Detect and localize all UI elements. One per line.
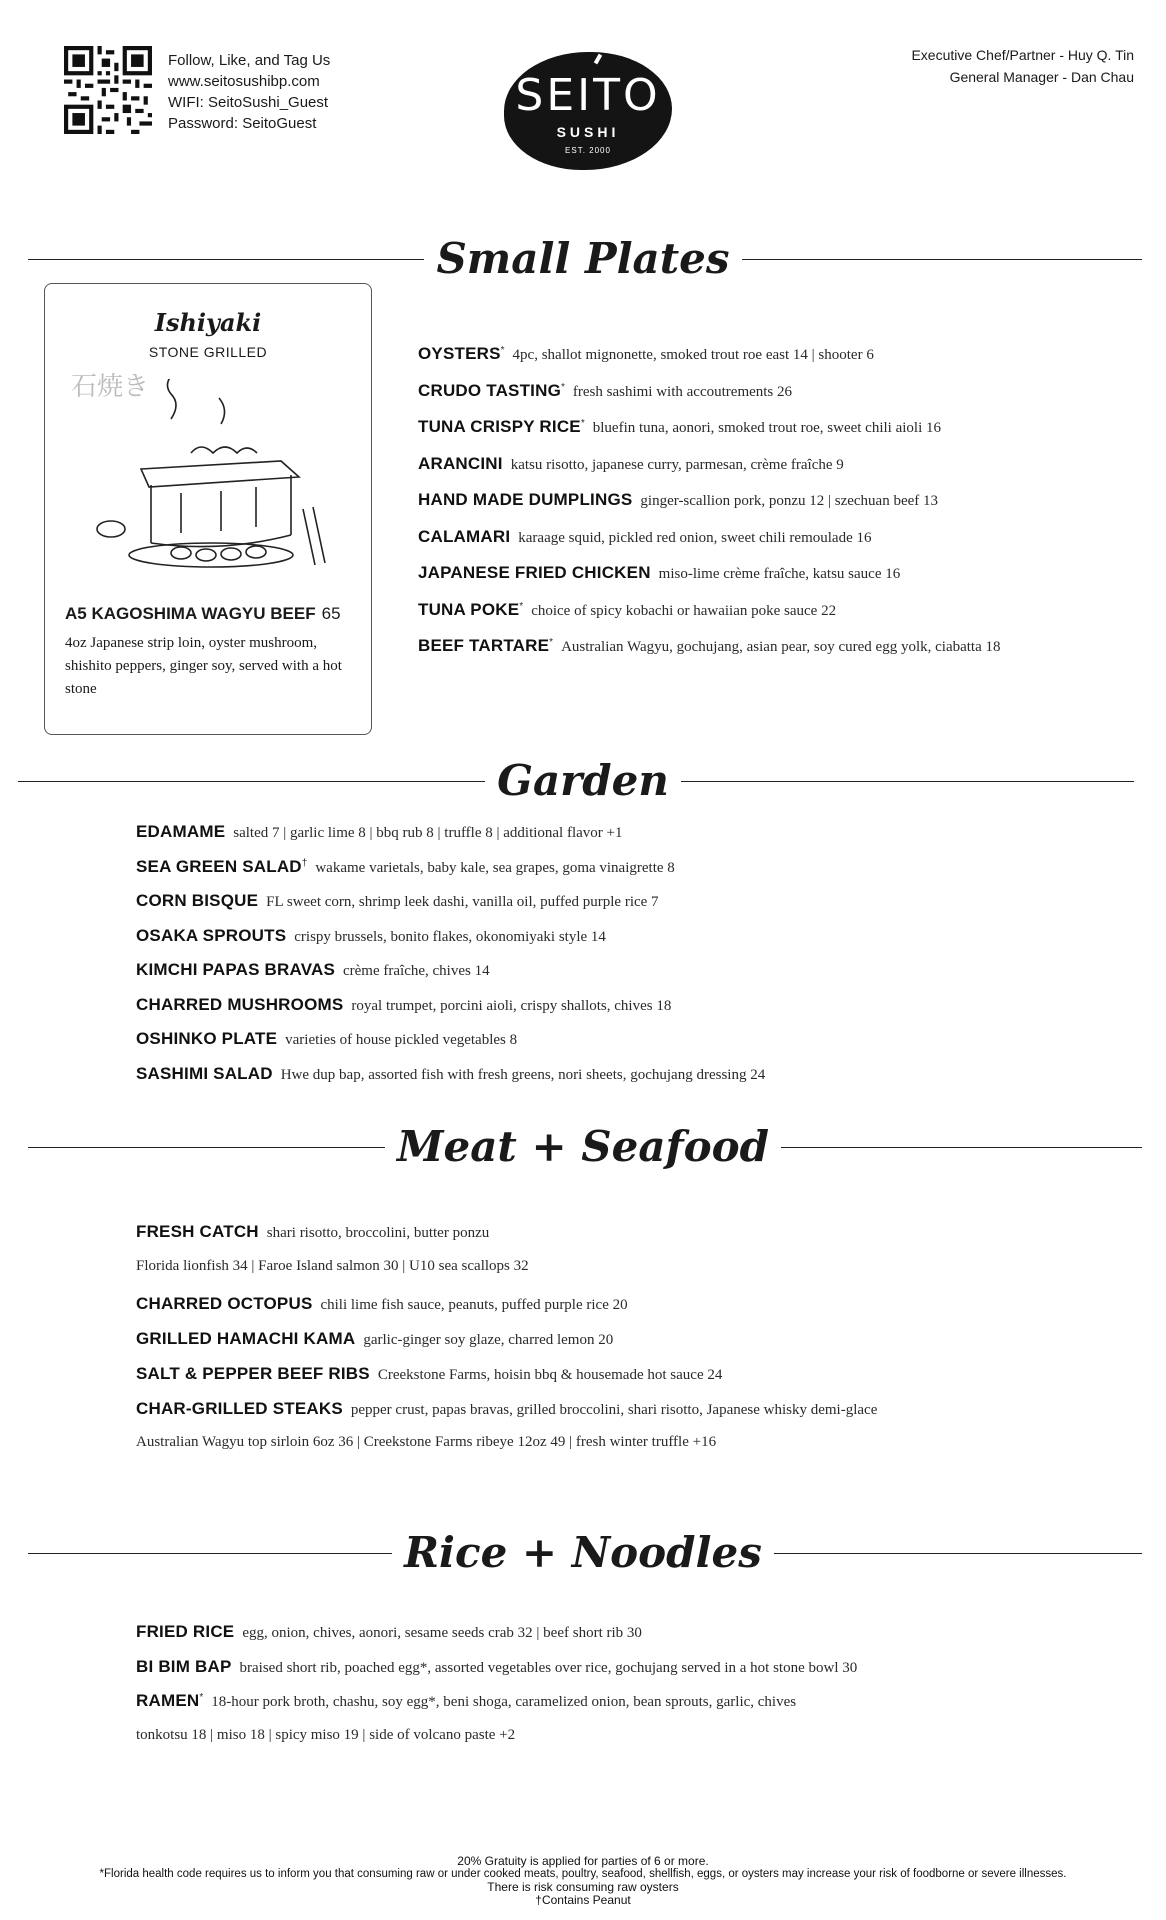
ishiyaki-card [44, 283, 372, 735]
peanut-note: †Contains Peanut [535, 1893, 631, 1907]
item-name: JAPANESE FRIED CHICKEN [418, 563, 651, 582]
qr-code [64, 46, 152, 134]
wifi-info: WIFI: SeitoSushi_Guest [168, 94, 329, 111]
item-name: OYSTERS [418, 344, 501, 363]
menu-item [418, 563, 900, 583]
menu-item [136, 1691, 796, 1711]
section-meat-seafood [0, 1122, 1166, 1172]
menu-item [136, 1622, 642, 1642]
item-description: FL sweet corn, shrimp leek dashi, vanilla oil, puffed purple rice 7 [266, 894, 659, 910]
logo-sub: SUSHI [556, 124, 620, 140]
item-description: Creekstone Farms, hoisin bbq & housemade hot sauce 24 [377, 1367, 723, 1383]
item-description: pepper crust, papas bravas, grilled broccolini, shari risotto, Japanese whisky demi-glace [350, 1402, 878, 1418]
section-garden [0, 756, 1166, 806]
item-mark: * [199, 1692, 204, 1703]
item-description: chili lime fish sauce, peanuts, puffed purple rice 20 [320, 1297, 628, 1313]
item-name: GRILLED HAMACHI KAMA [136, 1329, 356, 1348]
item-description: garlic-ginger soy glaze, charred lemon 20 [363, 1332, 614, 1348]
wagyu-description: 4oz Japanese strip loin, oyster mushroom, shishito peppers, ginger soy, served with a hot stone [65, 635, 342, 697]
menu-item [136, 891, 659, 911]
ishiyaki-title: Ishiyaki [154, 308, 262, 337]
item-name: FRESH CATCH [136, 1222, 259, 1241]
menu-item [136, 1329, 613, 1349]
item-description: fresh sashimi with accoutrements 26 [572, 383, 793, 400]
item-name: CHARRED OCTOPUS [136, 1294, 313, 1313]
section-title: Rice + Noodles [392, 1528, 774, 1577]
item-mark: * [561, 381, 565, 393]
menu-item [136, 1029, 517, 1049]
section-title: Garden [485, 756, 681, 805]
item-name: SEA GREEN SALAD [136, 856, 302, 876]
section-title: Meat + Seafood [385, 1122, 781, 1171]
item-name: EDAMAME [136, 822, 226, 841]
menu-item [418, 600, 836, 620]
item-description: wakame varietals, baby kale, sea grapes, goma vinaigrette 8 [315, 859, 675, 876]
steak-options: Australian Wagyu top sirloin 6oz 36 | Creekstone Farms ribeye 12oz 49 | fresh winter truffle +16 [136, 1434, 717, 1450]
wagyu-name: A5 KAGOSHIMA WAGYU BEEF [65, 604, 316, 623]
section-rice-noodles [0, 1528, 1166, 1578]
item-description: choice of spicy kobachi or hawaiian poke sauce 22 [531, 602, 837, 619]
follow-text: Follow, Like, and Tag Us [168, 52, 331, 69]
item-description: 18-hour pork broth, chashu, soy egg*, beni shoga, caramelized onion, bean sprouts, garlic, chives [211, 1694, 797, 1710]
item-name: OSAKA SPROUTS [136, 925, 287, 945]
item-description: katsu risotto, japanese curry, parmesan, crème fraîche 9 [510, 456, 844, 473]
item-name: KIMCHI PAPAS BRAVAS [136, 960, 335, 979]
menu-item [136, 1294, 628, 1314]
menu-item [418, 454, 844, 474]
item-name: SALT & PEPPER BEEF RIBS [136, 1364, 370, 1383]
item-description: ginger-scallion pork, ponzu 12 | szechuan beef 13 [640, 493, 939, 509]
item-mark: * [580, 418, 585, 429]
menu-item [136, 960, 490, 980]
menu-item [418, 417, 941, 437]
section-small-plates [0, 234, 1166, 284]
item-mark: * [549, 637, 554, 648]
item-name: CRUDO TASTING [418, 380, 561, 400]
menu-item [418, 490, 938, 510]
seito-logo [504, 52, 672, 170]
ishiyaki-subtitle: STONE GRILLED [148, 344, 268, 360]
item-name: FRIED RICE [136, 1622, 235, 1641]
wagyu-price: 65 [321, 604, 341, 623]
item-name: BI BIM BAP [136, 1656, 232, 1676]
item-mark: * [500, 345, 505, 356]
wagyu-item [65, 604, 341, 624]
item-description: Hwe dup bap, assorted fish with fresh greens, nori sheets, gochujang dressing 24 [280, 1066, 766, 1083]
menu-item [136, 926, 606, 946]
wifi-password: Password: SeitoGuest [168, 115, 317, 132]
menu-item [136, 1399, 877, 1419]
menu-item [418, 636, 1001, 656]
item-description: salted 7 | garlic lime 8 | bbq rub 8 | truffle 8 | additional flavor +1 [233, 825, 623, 841]
item-description: shari risotto, broccolini, butter ponzu [266, 1225, 490, 1241]
item-description: braised short rib, poached egg*, assorted vegetables over rice, gochujang served in a hot stone bowl 30 [239, 1659, 858, 1676]
item-mark: † [301, 857, 308, 869]
social-info [168, 50, 330, 134]
item-description: varieties of house pickled vegetables 8 [285, 1032, 518, 1048]
logo-est: EST. 2000 [565, 146, 611, 155]
item-name: CORN BISQUE [136, 891, 259, 910]
item-description: karaage squid, pickled red onion, sweet chili remoulade 16 [518, 529, 872, 546]
item-description: miso-lime crème fraîche, katsu sauce 16 [658, 566, 901, 582]
item-mark: * [519, 600, 524, 612]
ishiyaki-kanji: 石焼き [71, 372, 150, 402]
menu-item [136, 1364, 722, 1384]
menu-item [418, 344, 874, 364]
ramen-options: tonkotsu 18 | miso 18 | spicy miso 19 | side of volcano paste +2 [136, 1727, 516, 1743]
item-description: Australian Wagyu, gochujang, asian pear, soy cured egg yolk, ciabatta 18 [561, 639, 1001, 655]
menu-item [136, 995, 671, 1015]
grill-illustration [81, 379, 337, 569]
item-name: HAND MADE DUMPLINGS [418, 490, 633, 509]
item-name: CALAMARI [418, 526, 511, 546]
menu-item [136, 1657, 857, 1677]
staff-credits [911, 44, 1134, 88]
footer-notes [0, 1855, 1166, 1907]
health-code-note: *Florida health code requires us to inform you that consuming raw or under cooked meats, poultry, seafood, shellfish, eggs, or oysters may increase your risk of foodborne or severe illnesses. [99, 1868, 1067, 1880]
menu-item [418, 527, 871, 547]
item-description: crispy brussels, bonito flakes, okonomiyaki style 14 [294, 928, 606, 945]
item-name: CHARRED MUSHROOMS [136, 994, 344, 1014]
gratuity-note: 20% Gratuity is applied for parties of 6 or more. [457, 1854, 709, 1868]
fresh-catch-options: Florida lionfish 34 | Faroe Island salmon 30 | U10 sea scallops 32 [136, 1258, 529, 1274]
logo-name: SEITO [515, 70, 661, 121]
executive-chef: Executive Chef/Partner - Huy Q. Tin [911, 47, 1134, 63]
menu-item [418, 381, 792, 401]
item-name: SASHIMI SALAD [136, 1063, 273, 1083]
section-title: Small Plates [424, 234, 741, 283]
item-description: egg, onion, chives, aonori, sesame seeds crab 32 | beef short rib 30 [242, 1625, 642, 1641]
item-name: TUNA POKE [418, 599, 520, 619]
item-name: ARANCINI [418, 453, 503, 473]
item-name: BEEF TARTARE [418, 636, 550, 655]
item-description: bluefin tuna, aonori, smoked trout roe, sweet chili aioli 16 [592, 420, 942, 436]
menu-item [136, 857, 675, 877]
general-manager: General Manager - Dan Chau [949, 69, 1134, 85]
item-description: crème fraîche, chives 14 [343, 963, 490, 979]
item-description: 4pc, shallot mignonette, smoked trout roe east 14 | shooter 6 [512, 347, 874, 363]
menu-item [136, 1222, 489, 1242]
item-name: CHAR-GRILLED STEAKS [136, 1399, 343, 1418]
item-name: OSHINKO PLATE [136, 1029, 278, 1048]
oyster-risk-note: There is risk consuming raw oysters [487, 1880, 679, 1894]
menu-item [136, 1064, 765, 1084]
item-description: royal trumpet, porcini aioli, crispy shallots, chives 18 [351, 997, 672, 1014]
item-name: TUNA CRISPY RICE [418, 417, 581, 436]
menu-item [136, 822, 623, 842]
website-link[interactable]: www.seitosushibp.com [168, 73, 320, 90]
item-name: RAMEN [136, 1691, 200, 1710]
